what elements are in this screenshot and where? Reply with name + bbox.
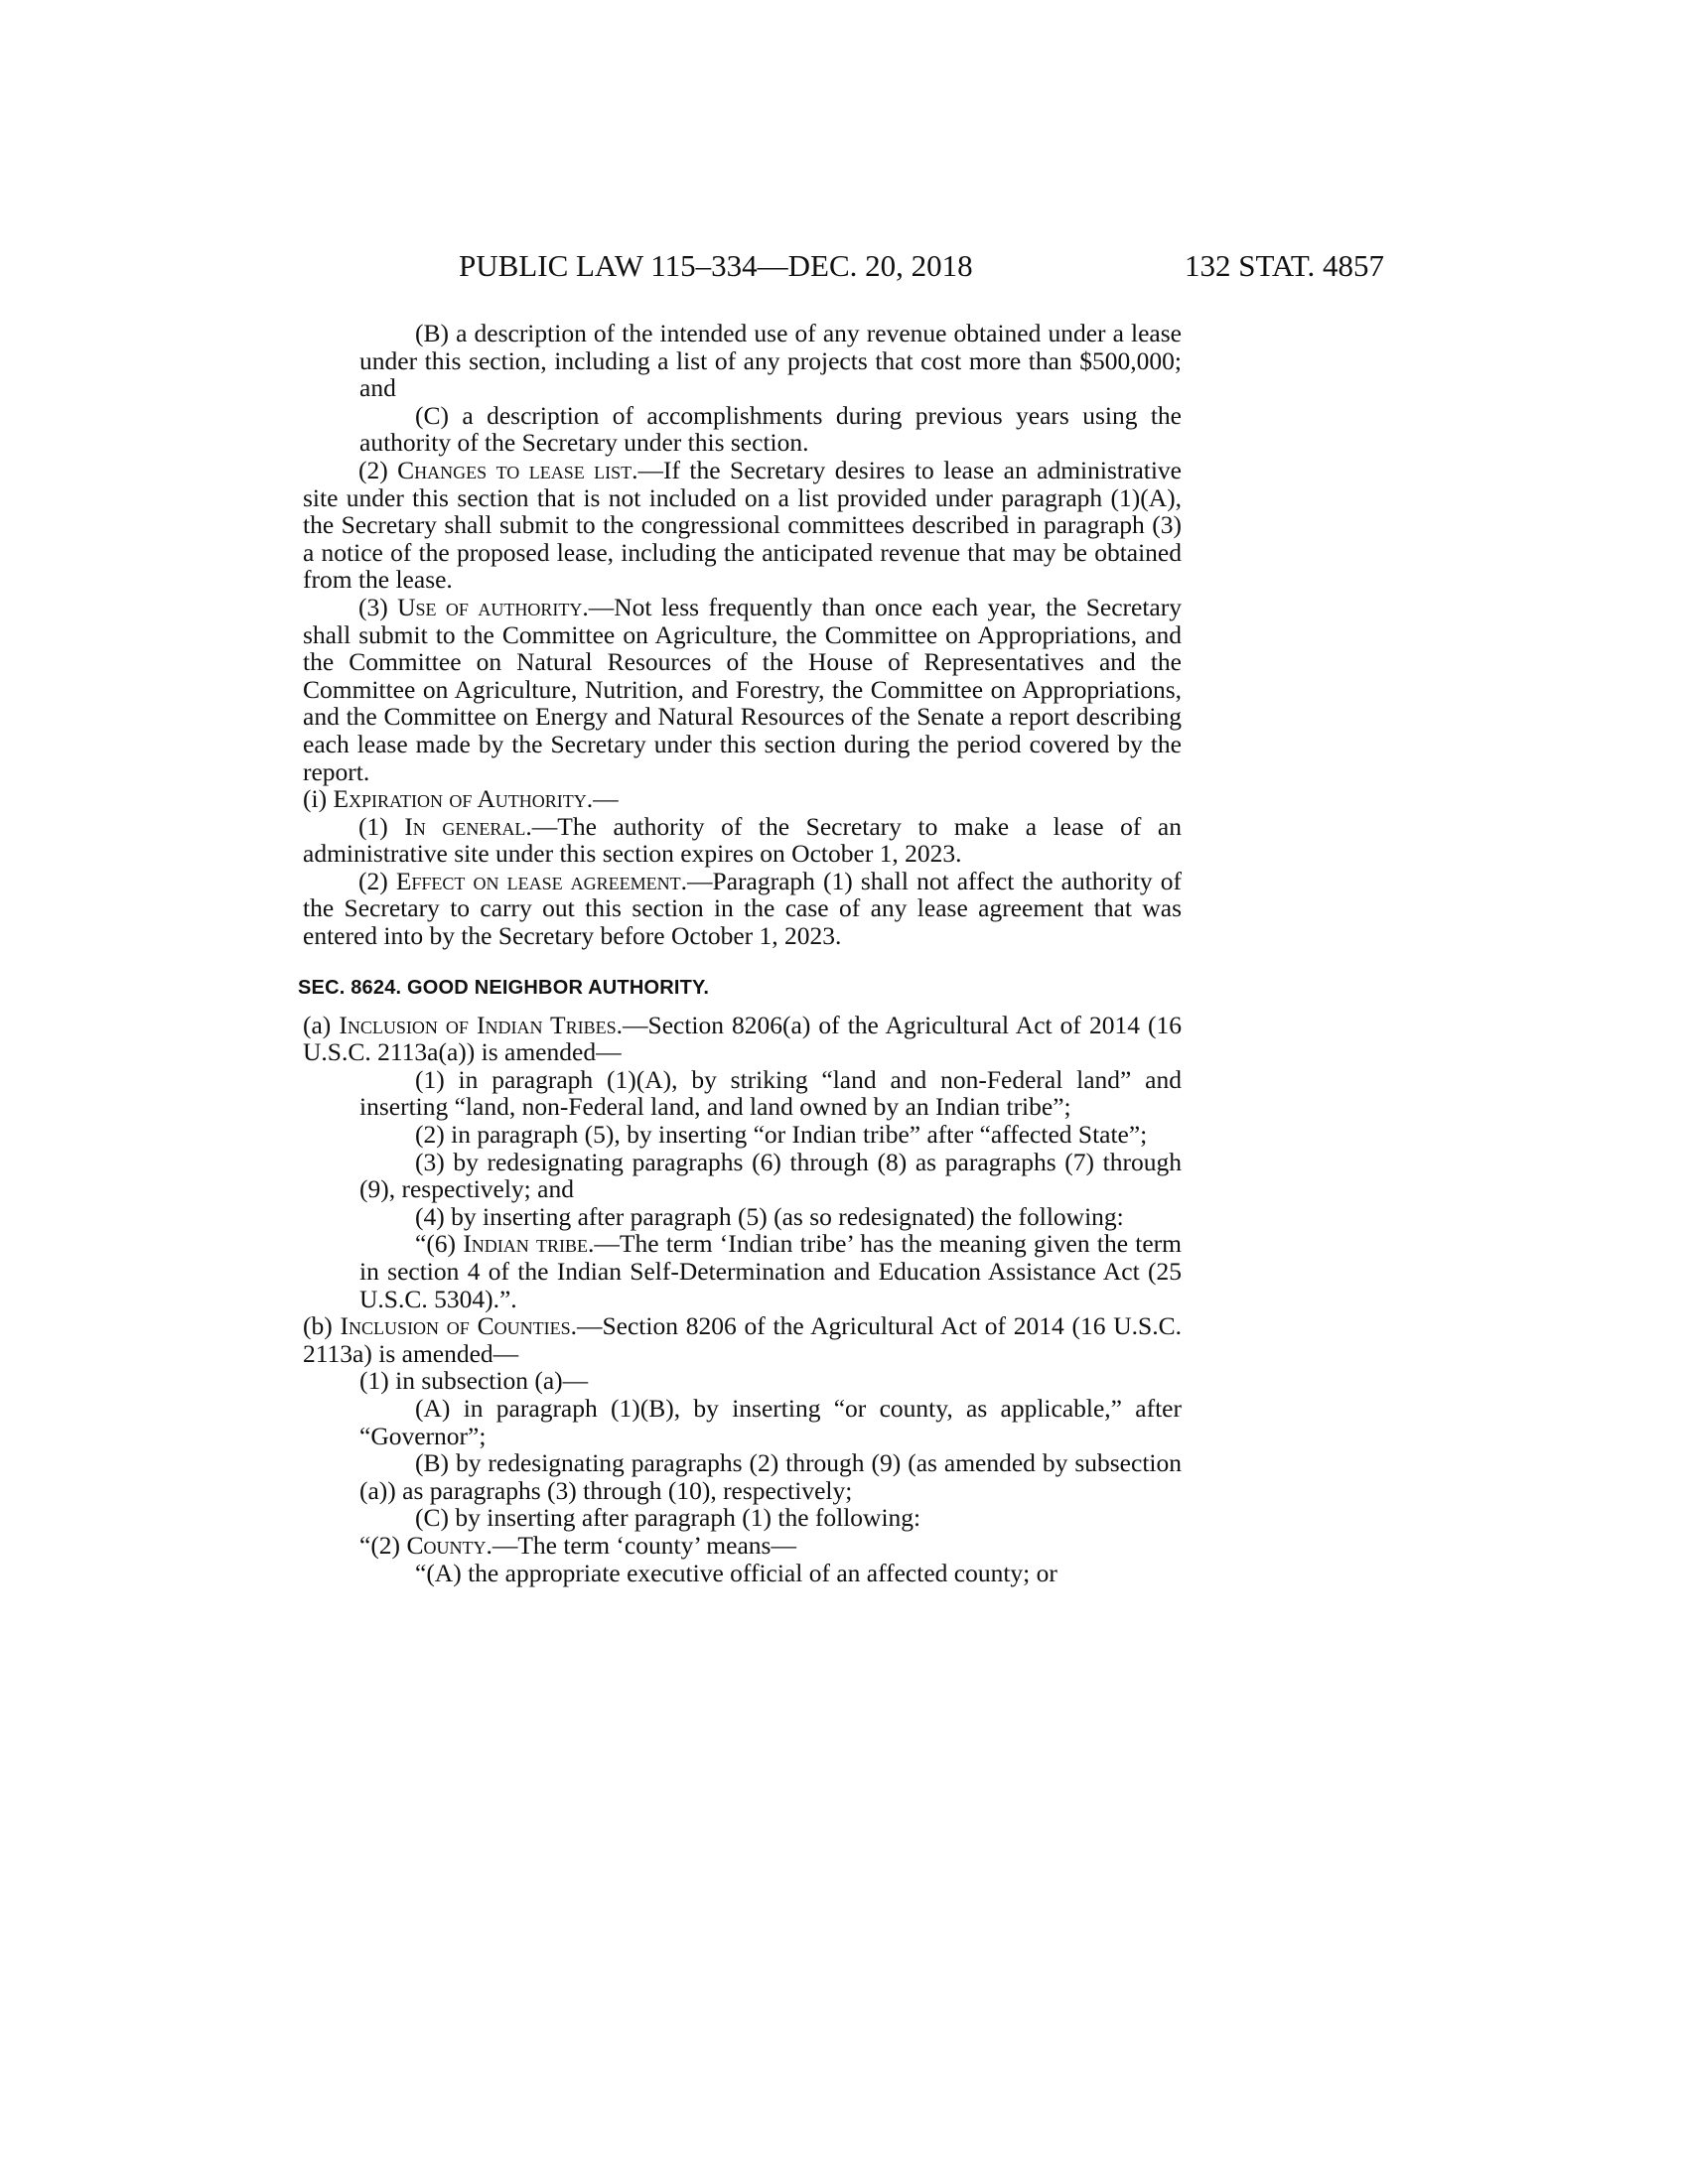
amendment-a3: (3) by redesignating paragraphs (6) through (8) as paragraphs (7) through (9), respectively; and bbox=[359, 1147, 1182, 1204]
amendment-a1: (1) in paragraph (1)(A), by striking “land and non-Federal land” and inserting “land, non-Federal land, and land owned by an Indian tribe”; bbox=[359, 1064, 1182, 1122]
inserted-paragraph-6-indian-tribe: “(6) Indian tribe.—The term ‘Indian tribe’ has the meaning given the term in section 4 of the Indian Self-Determination and Education Assistance Act (25 U.S.C. 5304).”. bbox=[359, 1229, 1182, 1313]
running-head: PUBLIC LAW 115–334—DEC. 20, 2018 bbox=[459, 248, 973, 283]
inserted-paragraph-2-county: “(2) County.—The term ‘county’ means— bbox=[359, 1530, 796, 1560]
amendment-a4: (4) by inserting after paragraph (5) (as so redesignated) the following: bbox=[415, 1201, 1124, 1231]
subsection-a-inclusion-of-indian-tribes: (a) Inclusion of Indian Tribes.—Section 8206(a) of the Agricultural Act of 2014 (16 U.S.C. 2113a(a)) is amended— bbox=[303, 1010, 1182, 1067]
amendment-b1-A: (A) in paragraph (1)(B), by inserting “or county, as applicable,” after “Governor”; bbox=[359, 1393, 1182, 1450]
subsection-b-inclusion-of-counties: (b) Inclusion of Counties.—Section 8206 of the Agricultural Act of 2014 (16 U.S.C. 2113a) is amended— bbox=[303, 1311, 1183, 1368]
paragraph-c-description: (C) a description of accomplishments during previous years using the authority of the Secretary under this section. bbox=[359, 400, 1182, 458]
paragraph-i1-in-general: (1) In general.—The authority of the Secretary to make a lease of an administrative site under this section expires on October 1, 2023. bbox=[303, 811, 1183, 869]
inserted-county-A: “(A) the appropriate executive official of an affected county; or bbox=[415, 1558, 1057, 1587]
amendment-b1: (1) in subsection (a)— bbox=[359, 1366, 589, 1396]
amendment-b1-C: (C) by inserting after paragraph (1) the following: bbox=[415, 1503, 921, 1533]
paragraph-changes-to-lease-list: (2) Changes to lease list.—If the Secretary desires to lease an administrative site under this section that is not included on a list provided under paragraph (1)(A), the Secretary shall submit to the congressional committees described in paragraph (3) a notice of the proposed lease, including the anticipated revenue that may be obtained from the lease. bbox=[303, 455, 1183, 595]
document-body bbox=[298, 319, 1183, 1587]
amendment-a2: (2) in paragraph (5), by inserting “or Indian tribe” after “affected State”; bbox=[415, 1120, 1148, 1150]
paragraph-b-description: (B) a description of the intended use of any revenue obtained under a lease under this section, including a list of any projects that cost more than $500,000; and bbox=[359, 319, 1182, 403]
amendment-b1-B: (B) by redesignating paragraphs (2) through (9) (as amended by subsection (a)) as paragraphs (3) through (10), respectively; bbox=[359, 1448, 1182, 1505]
subsection-i-heading: (i) Expiration of Authority.— bbox=[303, 784, 619, 814]
paragraph-i2-effect-on-lease: (2) Effect on lease agreement.—Paragraph (1) shall not affect the authority of the Secretary to carry out this section in the case of any lease agreement that was entered into by the Secretary before October 1, 2023. bbox=[303, 866, 1183, 951]
section-heading: SEC. 8624. GOOD NEIGHBOR AUTHORITY. bbox=[298, 976, 710, 999]
statute-citation: 132 STAT. 4857 bbox=[1184, 248, 1384, 283]
page-header bbox=[459, 246, 1384, 286]
paragraph-use-of-authority: (3) Use of authority.—Not less frequently than once each year, the Secretary shall submit to the Committee on Agriculture, the Committee on Appropriations, and the Committee on Natural Resources of the House of Representatives and the Committee on Agriculture, Nutrition, and Forestry, the Committee on Appropriations, and the Committee on Energy and Natural Resources of the Senate a report describing each lease made by the Secretary under this section during the period covered by the report. bbox=[303, 592, 1182, 786]
